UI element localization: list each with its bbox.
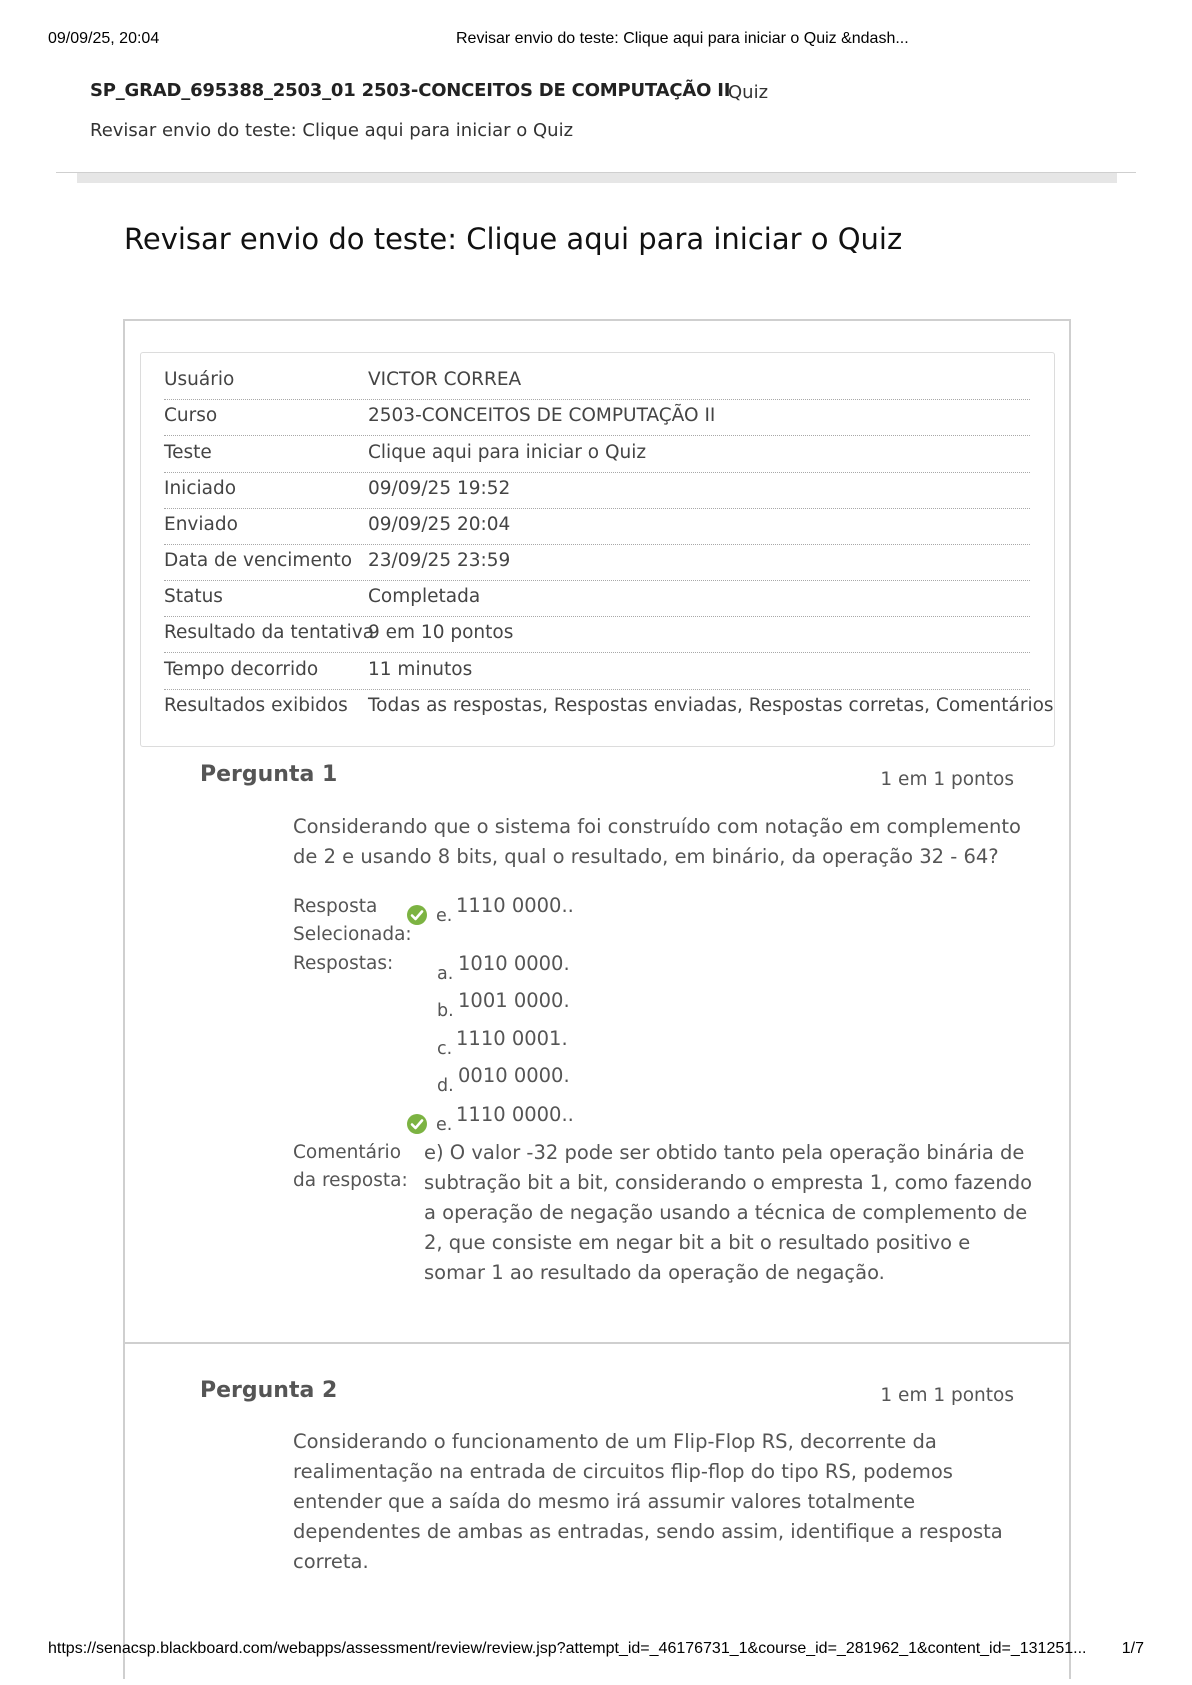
info-label: Teste — [164, 442, 212, 463]
info-row-usuario — [164, 363, 1030, 400]
info-label: Data de vencimento — [164, 550, 353, 571]
selected-answer — [406, 894, 706, 928]
info-label: Resultados exibidos — [164, 695, 348, 716]
info-row-status — [164, 580, 1030, 617]
info-row-teste — [164, 436, 1030, 473]
answer-letter: a. — [437, 964, 454, 984]
answer-comment: e) O valor -32 pode ser obtido tanto pela operação binária de subtração bit a bit, considerando o empresta 1, como fazendo a operação de negação usando a técnica de complemento de 2, que consiste em negar bit a bit o resultado positivo e somar 1 ao resultado da operação de negação. — [424, 1141, 1033, 1284]
print-datetime: 09/09/25, 20:04 — [48, 30, 160, 47]
info-label: Resultado da tentativa — [164, 622, 375, 643]
info-label: Tempo decorrido — [164, 659, 319, 680]
question-1-text: Considerando que o sistema foi construído com notação em complemento de 2 e usando 8 bits, qual o resultado, em binário, da operação 32 - 64? — [293, 815, 1021, 868]
answer-text: 1010 0000. — [458, 952, 570, 975]
info-row-iniciado — [164, 472, 1030, 509]
info-value: 09/09/25 19:52 — [368, 478, 511, 499]
question-1-title: Pergunta 1 — [200, 762, 338, 787]
info-value: 11 minutos — [368, 659, 473, 680]
info-label: Usuário — [164, 369, 235, 390]
info-row-tempo — [164, 653, 1030, 690]
header-band — [77, 173, 1117, 183]
answer-option-a — [406, 952, 706, 986]
question-2-title: Pergunta 2 — [200, 1378, 338, 1403]
question-2-text: Considerando o funcionamento de um Flip-Flop RS, decorrente da realimentação na entrada de circuitos flip-flop do tipo RS, podemos entender que a saída do mesmo irá assumir valores totalmente dependentes de ambas as entradas, sendo assim, identifique a resposta correta. — [293, 1430, 1003, 1573]
question-divider — [123, 1342, 1071, 1344]
answer-text: 1110 0000.. — [456, 1103, 574, 1126]
print-header — [0, 30, 1192, 52]
answers-label: Respostas: — [293, 953, 394, 974]
print-url: https://senacsp.blackboard.com/webapps/assessment/review/review.jsp?attempt_id=_46176731_1&course_id=_281962_1&content_id=_131251... — [48, 1640, 1087, 1657]
info-value: Completada — [368, 586, 481, 607]
info-label: Enviado — [164, 514, 238, 535]
info-row-curso — [164, 399, 1030, 436]
course-section-link[interactable]: Quiz — [728, 82, 769, 103]
info-label: Curso — [164, 405, 218, 426]
course-link[interactable]: SP_GRAD_695388_2503_01 2503-CONCEITOS DE COMPUTAÇÃO II — [90, 80, 731, 101]
print-footer — [0, 1640, 1192, 1662]
answer-letter: b. — [437, 1001, 454, 1021]
question-2-points: 1 em 1 pontos — [880, 1385, 1014, 1406]
answer-text: 1110 0000.. — [456, 894, 574, 917]
info-row-enviado — [164, 508, 1030, 545]
print-page-number: 1/7 — [1121, 1640, 1144, 1657]
question-1-points: 1 em 1 pontos — [880, 769, 1014, 790]
info-value: 23/09/25 23:59 — [368, 550, 511, 571]
info-label: Status — [164, 586, 223, 607]
info-value: 09/09/25 20:04 — [368, 514, 511, 535]
info-value: VICTOR CORREA — [368, 369, 522, 390]
answer-letter: e. — [436, 906, 453, 926]
answer-option-e — [406, 1103, 706, 1137]
breadcrumb: Revisar envio do teste: Clique aqui para iniciar o Quiz — [90, 120, 574, 141]
info-row-resultado — [164, 616, 1030, 653]
info-value: Todas as respostas, Respostas enviadas, Respostas corretas, Comentários — [368, 695, 1054, 716]
correct-check-icon — [406, 1113, 428, 1135]
comment-label: Comentário da resposta: — [293, 1142, 408, 1191]
page-title: Revisar envio do teste: Clique aqui para iniciar o Quiz — [124, 222, 903, 256]
info-row-vencimento — [164, 544, 1030, 581]
answer-option-c — [406, 1027, 706, 1061]
answer-option-b — [406, 989, 706, 1023]
correct-check-icon — [406, 904, 428, 926]
info-label: Iniciado — [164, 478, 237, 499]
selected-answer-label: Resposta Selecionada: — [293, 896, 412, 945]
answer-letter: d. — [437, 1076, 454, 1096]
print-page-title: Revisar envio do teste: Clique aqui para iniciar o Quiz &ndash... — [456, 30, 909, 47]
info-value: Clique aqui para iniciar o Quiz — [368, 442, 647, 463]
answer-option-d — [406, 1064, 706, 1098]
answer-letter: e. — [436, 1115, 453, 1135]
answer-text: 1110 0001. — [456, 1027, 568, 1050]
info-row-exibidos — [164, 689, 1054, 725]
course-header — [90, 80, 769, 103]
info-value: 9 em 10 pontos — [368, 622, 514, 643]
info-value: 2503-CONCEITOS DE COMPUTAÇÃO II — [368, 405, 716, 426]
answer-text: 0010 0000. — [458, 1064, 570, 1087]
answer-text: 1001 0000. — [458, 989, 570, 1012]
answer-letter: c. — [437, 1039, 453, 1059]
